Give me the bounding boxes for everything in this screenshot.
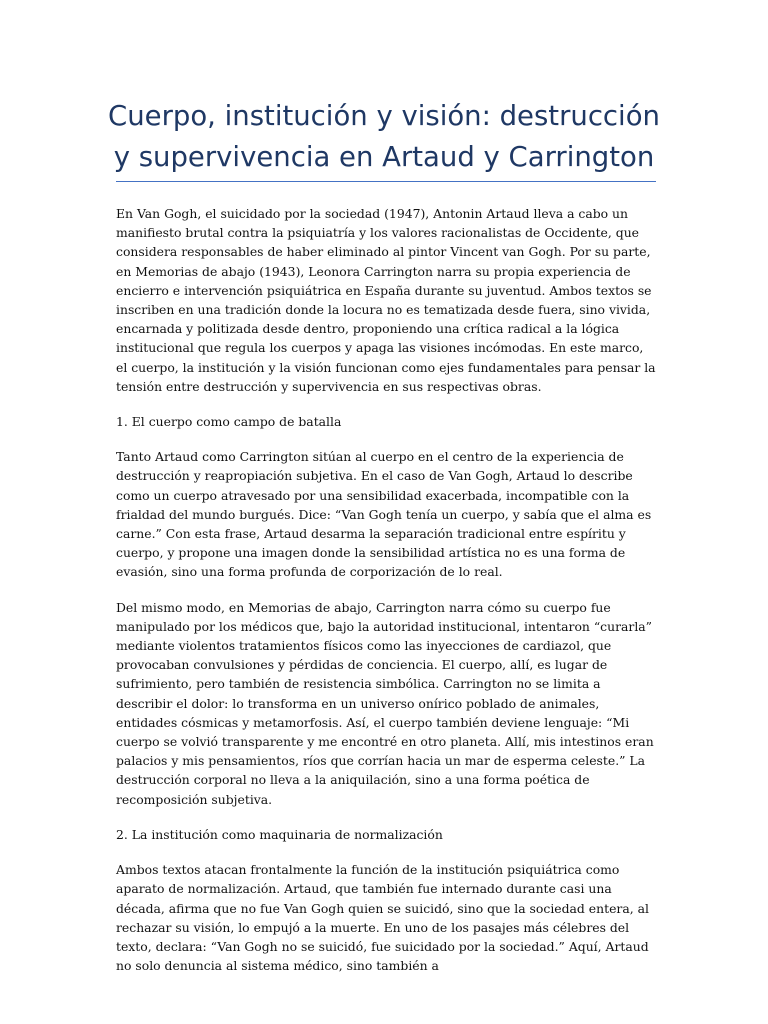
- body-paragraph: Tanto Artaud como Carrington sitúan al cuerpo en el centro de la experiencia de destrucción y reapropiación subjetiva. En el caso de Van Gogh, Artaud lo describe como un cuerpo atravesado por una sensibilidad exacerbada, incompatible con la frialdad del mundo burgués. Dice: “Van Gogh tenía un cuerpo, y sabía que el alma es carne.” Con esta frase, Artaud desarma la separación tradicional entre espíritu y cuerpo, y propone una imagen donde la sensibilidad artística no es una forma de evasión, sino una forma profunda de corporización de lo real.: [116, 449, 652, 580]
- document-title: [100, 96, 668, 178]
- body-paragraph: Del mismo modo, en Memorias de abajo, Carrington narra cómo su cuerpo fue manipulado por los médicos que, bajo la autoridad institucional, intentaron “curarla” mediante violentos tratamientos físicos como las inyecciones de cardiazol, que provocaban convulsiones y pérdidas de conciencia. El cuerpo, allí, es lugar de sufrimiento, pero también de resistencia simbólica. Carrington no se limita a describir el dolor: lo transforma en un universo onírico poblado de animales, entidades cósmicas y metamorfosis. Así, el cuerpo también deviene lenguaje: “Mi cuerpo se volvió transparente y me encontré en otro planeta. Allí, mis intestinos eran palacios y mis pensamientos, ríos que corrían hacia un mar de esperma celeste.” La destrucción corporal no lleva a la aniquilación, sino a una forma poética de recomposición subjetiva.: [116, 599, 654, 807]
- body-paragraph: Ambos textos atacan frontalmente la función de la institución psiquiátrica como aparato de normalización. Artaud, que también fue internado durante casi una década, afirma que no fue Van Gogh quien se suicidó, sino que la sociedad entera, al rechazar su visión, lo empujó a la muerte. En uno de los pasajes más célebres del texto, declara: “Van Gogh no se suicidó, fue suicidado por la sociedad.” Aquí, Artaud no solo denuncia al sistema médico, sino también a: [116, 862, 649, 974]
- section-heading-2: 2. La institución como maquinaria de normalización: [116, 826, 443, 842]
- section-heading-1: 1. El cuerpo como campo de batalla: [116, 414, 342, 430]
- document-body: [116, 204, 656, 991]
- title-underline: [116, 181, 656, 182]
- title-line-1: Cuerpo, institución y visión: destrucción: [108, 100, 660, 132]
- title-line-2: y supervivencia en Artaud y Carrington: [113, 141, 655, 173]
- intro-paragraph: En Van Gogh, el suicidado por la sociedad (1947), Antonin Artaud lleva a cabo un manifiesto brutal contra la psiquiatría y los valores racionalistas de Occidente, que considera responsables de haber eliminado al pintor Vincent van Gogh. Por su parte, en Memorias de abajo (1943), Leonora Carrington narra su propia experiencia de encierro e intervención psiquiátrica en España durante su juventud. Ambos textos se inscriben en una tradición donde la locura no es tematizada desde fuera, sino vivida, encarnada y politizada desde dentro, proponiendo una crítica radical a la lógica institucional que regula los cuerpos y apaga las visiones incómodas. En este marco, el cuerpo, la institución y la visión funcionan como ejes fundamentales para pensar la tensión entre destrucción y supervivencia en sus respectivas obras.: [116, 206, 656, 394]
